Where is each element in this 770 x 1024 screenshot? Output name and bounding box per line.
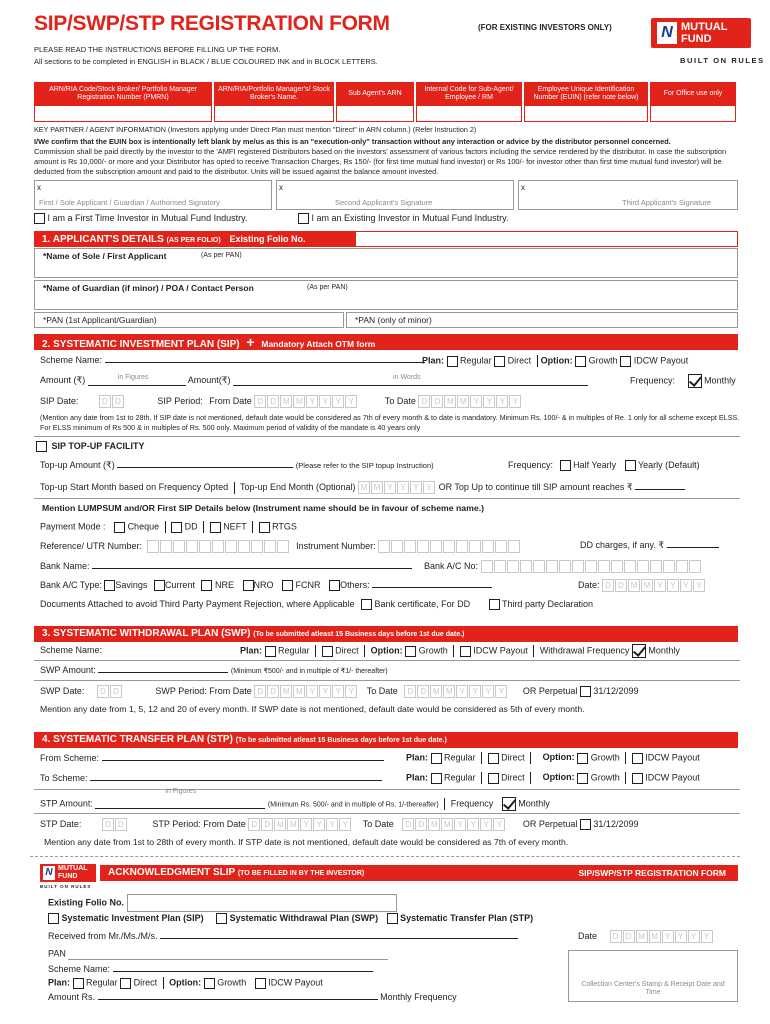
swp-direct-label: Direct <box>335 645 359 656</box>
third-party-checkbox[interactable] <box>489 599 500 610</box>
existing-investor-label: I am an Existing Investor in Mutual Fund Industry. <box>311 213 509 223</box>
stp-from-growth-label: Growth <box>590 752 620 763</box>
ack-plan-label: Plan: <box>48 977 71 988</box>
docs-row <box>40 599 593 610</box>
stp-to-growth-label: Growth <box>590 772 620 783</box>
stp-to-plan-row <box>406 772 700 784</box>
sign-mark-1: x <box>37 183 41 192</box>
s4-small: (To be submitted atleast 15 Business days before 1st due date.) <box>235 737 447 744</box>
topup-yearly-label: Yearly (Default) <box>637 460 700 470</box>
stp-to-growth-checkbox[interactable] <box>577 773 588 784</box>
logo-text-2: FUND <box>681 33 712 45</box>
sip-topup-checkbox[interactable] <box>36 441 47 452</box>
docs-label: Documents Attached to avoid Third Party Payment Rejection, where Applicable <box>40 599 355 609</box>
stp-from-regular-checkbox[interactable] <box>431 753 442 764</box>
nro-checkbox[interactable] <box>243 580 254 591</box>
swp-growth-label: Growth <box>418 645 448 656</box>
swp-regular-label: Regular <box>278 645 310 656</box>
s1-small: (AS PER FOLIO) <box>166 237 221 244</box>
col-arn-name: ARN/RIA/Portfolio Manager's/ Stock Broker's Name. <box>214 82 334 106</box>
sign-label-2: Second Applicant's Signature <box>335 198 433 207</box>
rtgs-label: RTGS <box>272 521 297 532</box>
ack-received-row <box>48 931 518 941</box>
stp-to-idcw-label: IDCW Payout <box>645 772 700 783</box>
swp-plan-row <box>240 644 680 658</box>
sip-frequency-label: Frequency: <box>630 375 676 386</box>
ack-option-label: Option: <box>169 977 202 988</box>
sip-to-boxes[interactable]: D D M M Y Y Y Y <box>418 395 522 408</box>
ack-date-row <box>578 930 714 943</box>
s2-title: 2. SYSTEMATIC INVESTMENT PLAN (SIP) <box>42 339 240 350</box>
sip-frequency-row <box>630 374 736 388</box>
stp-date-row <box>40 818 638 831</box>
swp-amount-row <box>40 665 388 675</box>
stp-period-label: STP Period: From Date <box>152 818 246 829</box>
payment-mode-label: Payment Mode : <box>40 521 106 532</box>
stp-frequency-label: Frequency <box>450 798 494 809</box>
stp-monthly-checkbox[interactable] <box>502 797 516 811</box>
sip-amount-words[interactable] <box>233 375 588 386</box>
s3-small: (To be submitted atleast 15 Business days before 1st due date.) <box>253 631 465 638</box>
sip-regular-checkbox[interactable] <box>447 356 458 367</box>
swp-amount-label: SWP Amount: <box>40 665 96 675</box>
col-euin: Employee Unique Identification Number (EUIN) (refer note below) <box>524 82 648 106</box>
stp-to-regular-checkbox[interactable] <box>431 773 442 784</box>
savings-label: Savings <box>115 580 148 590</box>
ack-date-label: Date <box>578 930 598 941</box>
sign-mark-2: x <box>279 183 283 192</box>
ac-type-row <box>40 580 492 591</box>
guardian-name-note: (As per PAN) <box>307 284 348 291</box>
bank-ac-boxes[interactable] <box>481 560 702 573</box>
logo <box>651 18 751 48</box>
swp-amount-input[interactable] <box>98 672 228 673</box>
folio-input[interactable] <box>356 232 737 246</box>
stp-or-label: OR Perpetual <box>522 818 578 829</box>
lumpsum-date-row <box>578 579 706 592</box>
stp-perpetual-date: 31/12/2099 <box>593 818 639 829</box>
reference-row <box>40 540 521 553</box>
payment-mode-row <box>40 521 297 533</box>
stp-from-idcw-label: IDCW Payout <box>645 752 700 763</box>
bank-cert-checkbox[interactable] <box>361 599 372 610</box>
ack-pan-input[interactable] <box>68 948 388 960</box>
first-time-investor-checkbox[interactable] <box>34 213 45 224</box>
ack-direct-checkbox[interactable] <box>120 978 131 989</box>
swp-monthly-checkbox[interactable] <box>632 644 646 658</box>
instruction-line-2: All sections to be completed in ENGLISH in BLACK / BLUE COLOURED INK and in BLOCK LETTERS. <box>34 57 378 66</box>
nro-label: NRO <box>253 580 274 590</box>
form-title: SIP/SWP/STP REGISTRATION FORM <box>34 12 390 35</box>
dd-charges-row <box>580 540 719 551</box>
others-input[interactable] <box>372 587 492 588</box>
stp-in-figures: in Figures <box>165 788 197 796</box>
ac-type-label: Bank A/C Type: <box>40 580 102 590</box>
topup-halfyearly-checkbox[interactable] <box>560 460 571 471</box>
topup-frequency-label: Frequency: <box>508 460 554 470</box>
topup-months-row <box>40 481 685 494</box>
ack-sip-checkbox[interactable] <box>48 913 59 924</box>
swp-to-boxes[interactable]: D D M M Y Y Y Y <box>404 685 508 698</box>
topup-amount-label: Top-up Amount (₹) <box>40 460 115 470</box>
sip-scheme-label: Scheme Name: <box>40 355 103 365</box>
dd-charges-label: DD charges, if any. ₹ <box>580 540 665 550</box>
pan-minor-field[interactable] <box>346 312 738 328</box>
stp-monthly-label: Monthly <box>518 798 550 809</box>
ack-folio-label: Existing Folio No. <box>48 897 124 908</box>
sip-period-label: SIP Period: <box>157 395 203 406</box>
ack-stamp-label: Collection Center's Stamp & Receipt Date and Time <box>581 981 725 996</box>
tagline: BUILT ON RULES <box>680 56 765 65</box>
sip-in-figures: in Figures <box>117 374 149 381</box>
sip-date-row <box>40 395 522 408</box>
sip-date-label: SIP Date: <box>40 395 79 406</box>
s4-title: 4. SYSTEMATIC TRANSFER PLAN (STP) <box>42 734 233 745</box>
sip-scheme-row <box>40 355 425 365</box>
logo-text-1: MUTUAL <box>681 21 728 33</box>
sip-growth-label: Growth <box>588 355 618 366</box>
signature-box-3[interactable] <box>518 180 738 210</box>
stp-date-label: STP Date: <box>40 818 82 829</box>
section-4-header <box>34 732 738 748</box>
existing-investor-row <box>298 213 508 224</box>
bank-name-label: Bank Name: <box>40 561 90 571</box>
sip-amount-figures[interactable] <box>88 375 186 386</box>
others-checkbox[interactable] <box>329 580 340 591</box>
swp-date-row <box>40 685 638 698</box>
sip-in-words: in Words <box>393 374 421 381</box>
topup-frequency-row <box>508 460 700 471</box>
stp-from-option-label: Option: <box>542 752 575 763</box>
swp-date-label: SWP Date: <box>40 685 85 696</box>
bank-cert-label: Bank certificate, For DD <box>374 599 471 609</box>
investor-type-row <box>34 213 247 224</box>
topup-or-label: OR Top Up to continue till SIP amount reaches ₹ <box>438 481 633 492</box>
swp-amount-note: (Minimum ₹500/- and in multiple of ₹1/- thereafter) <box>230 668 388 675</box>
sip-date-boxes[interactable]: D D <box>99 395 125 408</box>
dd-label: DD <box>184 521 198 532</box>
ack-monthly-frequency: Monthly Frequency <box>380 992 457 1002</box>
ack-logo-mark-icon: N <box>43 866 55 880</box>
broker-row-arn[interactable] <box>34 106 212 122</box>
lumpsum-heading: Mention LUMPSUM and/OR First SIP Details below (Instrument name should be in favour of scheme name.) <box>42 503 484 513</box>
stp-perpetual-checkbox[interactable] <box>580 819 591 830</box>
swp-regular-checkbox[interactable] <box>265 646 276 657</box>
stp-to-direct-label: Direct <box>501 772 525 783</box>
stp-to-boxes[interactable]: D D M M Y Y Y Y <box>402 818 506 831</box>
dd-charges-input[interactable] <box>667 547 719 548</box>
ack-stp-checkbox[interactable] <box>387 913 398 924</box>
sign-label-1: First / Sole Applicant / Guardian / Authorised Signatory <box>39 198 220 207</box>
sip-option-label: Option: <box>540 355 573 366</box>
stp-to-idcw-checkbox[interactable] <box>632 773 643 784</box>
savings-checkbox[interactable] <box>104 580 115 591</box>
swp-plan-label: Plan: <box>240 645 263 656</box>
sip-note: (Mention any date from 1st to 28th, If SIP date is not mentioned, default date would be considered as 7th of every month & to date is mandatory. Minimum Rs. 100/- & in multiples of Re. 1 only for all scheme except ELSS. For ELSS minimum of Rs 500 & in multiples of Rs. 500 only. Maximum period of validity of the mandate is 40 years only <box>40 413 740 432</box>
ack-small: (TO BE FILLED IN BY THE INVESTOR) <box>237 870 365 877</box>
sip-plan-row <box>422 355 688 367</box>
swp-idcw-label: IDCW Payout <box>473 645 528 656</box>
sip-amount-row <box>40 375 588 386</box>
current-checkbox[interactable] <box>154 580 165 591</box>
neft-checkbox[interactable] <box>210 522 221 533</box>
existing-investor-checkbox[interactable] <box>298 213 309 224</box>
broker-row-office <box>650 106 736 122</box>
topup-yearly-checkbox[interactable] <box>625 460 636 471</box>
stp-to-regular-label: Regular <box>444 772 476 783</box>
topup-halfyearly-label: Half Yearly <box>573 460 617 470</box>
commission-note: Commission shall be paid directly by the investor to the 'AMFI registered Distributors based on the investors' assessment of various factors including the service rendered by the distributor. In case the subscription amount is Rs 10,000/- or more and your Distributor has opted to receive Transaction Charges, Rs 150/- (for first time mutual fund investor) or Rs 100/- for investor other than first time mutual fund investor) will be deducted from the subscription amount and paid to the distributor. Units will be issued against the balance amount invested. <box>34 147 727 176</box>
ack-date-boxes[interactable]: D D M M Y Y Y Y <box>610 930 714 943</box>
swp-scheme-row <box>40 645 102 655</box>
nre-label: NRE <box>214 580 234 590</box>
sip-amount-words-label: Amount(₹) <box>187 375 231 385</box>
applicant-name-label: *Name of Sole / First Applicant <box>43 251 167 261</box>
s1-title: 1. APPLICANT'S DETAILS <box>42 234 164 245</box>
broker-row-internal[interactable] <box>416 106 522 122</box>
fcnr-checkbox[interactable] <box>282 580 293 591</box>
swp-or-label: OR Perpetual <box>522 685 578 696</box>
ack-received-label: Received from Mr./Ms./M/s. <box>48 931 158 941</box>
ack-logo-text-1: MUTUAL <box>58 865 88 872</box>
dd-checkbox[interactable] <box>171 522 182 533</box>
sip-amount-label: Amount (₹) <box>40 375 86 385</box>
ack-plan-row <box>48 977 323 989</box>
bank-ac-label: Bank A/C No: <box>424 560 479 571</box>
sip-monthly-label: Monthly <box>704 375 736 386</box>
broker-row-subarn[interactable] <box>336 106 414 122</box>
guardian-name-label: *Name of Guardian (if minor) / POA / Contact Person <box>43 283 254 293</box>
s1-folio-label: Existing Folio No. <box>229 234 306 244</box>
sip-idcw-label: IDCW Payout <box>633 355 689 366</box>
ack-scheme-row <box>48 964 373 974</box>
ack-right-title: SIP/SWP/STP REGISTRATION FORM <box>578 868 726 878</box>
sip-idcw-checkbox[interactable] <box>620 356 631 367</box>
pan-minor-label: *PAN (only of minor) <box>355 315 432 325</box>
topup-end-label: Top-up End Month (Optional) <box>239 481 356 492</box>
ack-scheme-label: Scheme Name: <box>48 964 111 974</box>
rtgs-checkbox[interactable] <box>259 522 270 533</box>
ack-header <box>100 865 738 881</box>
stp-from-plan-label: Plan: <box>406 752 429 763</box>
sip-from-label: From Date <box>209 395 252 406</box>
ack-idcw-checkbox[interactable] <box>255 978 266 989</box>
euin-confirmation: I/We confirm that the EUIN box is intentionally left blank by me/us as this is an "execution-only" transaction without any interaction or advice by the distributor personnel concerned. <box>34 137 671 146</box>
topup-start-label: Top-up Start Month based on Frequency Opted <box>40 481 229 492</box>
instrument-boxes[interactable] <box>378 540 521 553</box>
logo-mark-icon: N <box>657 22 677 44</box>
sip-regular-label: Regular <box>460 355 492 366</box>
stp-from-label: From Scheme: <box>40 753 100 763</box>
ack-amount-label: Amount Rs. <box>48 992 96 1002</box>
instrument-label: Instrument Number: <box>296 540 376 551</box>
bank-name-input[interactable] <box>92 568 412 569</box>
ack-direct-label: Direct <box>133 977 158 988</box>
swp-idcw-checkbox[interactable] <box>460 646 471 657</box>
topup-amount-row <box>40 460 434 471</box>
topup-note: (Please refer to the SIP topup Instruction) <box>295 461 434 470</box>
stp-from-input[interactable] <box>102 760 384 761</box>
first-time-investor-label: I am a First Time Investor in Mutual Fund Industry. <box>47 213 248 223</box>
ack-swp-label: Systematic Withdrawal Plan (SWP) <box>229 913 379 923</box>
sip-scheme-input[interactable] <box>105 362 425 363</box>
stp-to-option-label: Option: <box>542 772 575 783</box>
stp-note: Mention any date from 1st to 28th of every month. If STP date is not mentioned, default date would be considered as 7th of every month. <box>44 837 569 847</box>
ack-title: ACKNOWLEDGMENT SLIP <box>108 867 236 878</box>
signature-box-2[interactable] <box>276 180 514 210</box>
bank-ac-row <box>424 560 702 573</box>
swp-perpetual-checkbox[interactable] <box>580 686 591 697</box>
signature-box-1[interactable] <box>34 180 272 210</box>
bank-name-row <box>40 561 412 571</box>
s2-otm: Mandatory Attach OTM form <box>261 339 376 349</box>
swp-date-boxes[interactable]: D D <box>97 685 123 698</box>
swp-to-label: To Date <box>366 685 398 696</box>
stp-amount-input[interactable] <box>95 788 265 809</box>
topup-amount-input[interactable] <box>117 467 293 468</box>
fcnr-label: FCNR <box>295 580 321 590</box>
stp-from-plan-row <box>406 752 700 764</box>
ack-sip-label: Systematic Investment Plan (SIP) <box>61 913 204 923</box>
stp-date-boxes[interactable]: D D <box>102 818 128 831</box>
col-office-use: For Office use only <box>650 82 736 106</box>
instruction-line-1: PLEASE READ THE INSTRUCTIONS BEFORE FILLING UP THE FORM. <box>34 45 281 54</box>
topup-end-boxes[interactable]: M M Y Y Y Y <box>358 481 436 494</box>
ack-pan-row <box>48 948 388 960</box>
stp-from-direct-checkbox[interactable] <box>488 753 499 764</box>
sip-direct-checkbox[interactable] <box>494 356 505 367</box>
broker-row-euin[interactable] <box>524 106 648 122</box>
stp-from-boxes[interactable]: D D M M Y Y Y Y <box>248 818 352 831</box>
ack-folio-row <box>48 894 397 912</box>
stp-to-date-label: To Date <box>362 818 394 829</box>
sign-mark-3: x <box>521 183 525 192</box>
key-partner-note: KEY PARTNER / AGENT INFORMATION (Investors applying under Direct Plan must mention "Direct" in ARN column.) (Refer Instruction 2) <box>34 125 477 134</box>
applicant-name-note: (As per PAN) <box>201 252 242 259</box>
sip-from-boxes[interactable]: D D M M Y Y Y Y <box>254 395 358 408</box>
lumpsum-date-boxes[interactable]: D D M M Y Y Y Y <box>602 579 706 592</box>
topup-cap-input[interactable] <box>635 489 685 490</box>
ack-plans-row <box>48 913 533 924</box>
section-2-header <box>34 334 738 350</box>
plus-icon: + <box>246 334 255 350</box>
stp-from-row <box>40 753 384 763</box>
sip-monthly-checkbox[interactable] <box>688 374 702 388</box>
s3-title: 3. SYSTEMATIC WITHDRAWAL PLAN (SWP) <box>42 628 251 639</box>
cheque-checkbox[interactable] <box>114 522 125 533</box>
cheque-label: Cheque <box>127 521 160 532</box>
ack-amount-input[interactable] <box>98 999 378 1000</box>
col-internal-code: Internal Code for Sub-Agent/ Employee / RM <box>416 82 522 106</box>
ack-tagline: BUILT ON RULES <box>40 884 92 889</box>
ack-growth-label: Growth <box>217 977 247 988</box>
stp-amount-label: STP Amount: <box>40 798 93 809</box>
lumpsum-date-label: Date: <box>578 579 600 590</box>
sip-direct-label: Direct <box>507 355 532 366</box>
swp-note: Mention any date from 1, 5, 12 and 20 of every month. If SWP date is not mentioned, default date would be considered as 5th of every month. <box>40 704 585 714</box>
swp-direct-checkbox[interactable] <box>322 646 333 657</box>
ack-idcw-label: IDCW Payout <box>268 977 323 988</box>
ack-stp-label: Systematic Transfer Plan (STP) <box>400 913 534 923</box>
stp-from-direct-label: Direct <box>501 752 525 763</box>
pan-first-label: *PAN (1st Applicant/Guardian) <box>43 315 157 325</box>
swp-period-label: SWP Period: From Date <box>155 685 252 696</box>
sign-label-3: Third Applicant's Signature <box>622 198 711 207</box>
stp-from-growth-checkbox[interactable] <box>577 753 588 764</box>
swp-growth-checkbox[interactable] <box>405 646 416 657</box>
ack-received-input[interactable] <box>160 938 518 939</box>
ack-regular-label: Regular <box>86 977 118 988</box>
ack-swp-checkbox[interactable] <box>216 913 227 924</box>
ack-logo <box>40 864 96 882</box>
sip-to-label: To Date <box>384 395 416 406</box>
swp-wfreq-label: Withdrawal Frequency <box>539 645 630 656</box>
broker-row-name[interactable] <box>214 106 334 122</box>
stp-amount-row <box>40 788 550 811</box>
ack-regular-checkbox[interactable] <box>73 978 84 989</box>
applicant-name-field[interactable] <box>34 248 738 278</box>
stp-to-row <box>40 773 382 783</box>
ack-scheme-input[interactable] <box>113 971 373 972</box>
ack-pan-label: PAN <box>48 948 66 959</box>
col-sub-agent-arn: Sub Agent's ARN <box>336 82 414 106</box>
ack-amount-row <box>48 992 457 1002</box>
third-party-label: Third party Declaration <box>501 599 593 609</box>
stp-amount-note: (Minimum Rs. 500/- and in multiple of Rs. 1/-thereafter) <box>267 801 439 809</box>
sip-topup-label: SIP TOP-UP FACILITY <box>51 441 145 451</box>
swp-monthly-label: Monthly <box>648 645 680 656</box>
stp-to-label: To Scheme: <box>40 773 88 783</box>
ack-folio-input[interactable] <box>127 894 397 912</box>
current-label: Current <box>164 580 195 590</box>
swp-from-boxes[interactable]: D D M M Y Y Y Y <box>254 685 358 698</box>
neft-label: NEFT <box>223 521 247 532</box>
stp-from-regular-label: Regular <box>444 752 476 763</box>
stp-to-direct-checkbox[interactable] <box>488 773 499 784</box>
others-label: Others: <box>340 580 370 590</box>
swp-scheme-label: Scheme Name: <box>40 645 103 655</box>
stp-to-input[interactable] <box>90 780 382 781</box>
stp-to-plan-label: Plan: <box>406 772 429 783</box>
guardian-name-field[interactable] <box>34 280 738 310</box>
col-arn-code: ARN/RIA Code/Stock Broker/ Portfolio Manager Registration Number (PMRN) <box>34 82 212 106</box>
reference-label: Reference/ UTR Number: <box>40 540 143 551</box>
swp-perpetual-date: 31/12/2099 <box>593 685 639 696</box>
pan-first-field[interactable] <box>34 312 344 328</box>
reference-boxes[interactable] <box>147 540 290 553</box>
ack-logo-text-2: FUND <box>58 873 78 880</box>
sip-plan-label: Plan: <box>422 355 445 366</box>
nre-checkbox[interactable] <box>201 580 212 591</box>
form-subtitle: (FOR EXISTING INVESTORS ONLY) <box>478 23 612 32</box>
sip-topup-row <box>36 441 145 452</box>
swp-option-label: Option: <box>370 645 403 656</box>
section-3-header <box>34 626 738 642</box>
ack-growth-checkbox[interactable] <box>204 978 215 989</box>
stp-from-idcw-checkbox[interactable] <box>632 753 643 764</box>
cut-line <box>30 856 740 857</box>
sip-growth-checkbox[interactable] <box>575 356 586 367</box>
